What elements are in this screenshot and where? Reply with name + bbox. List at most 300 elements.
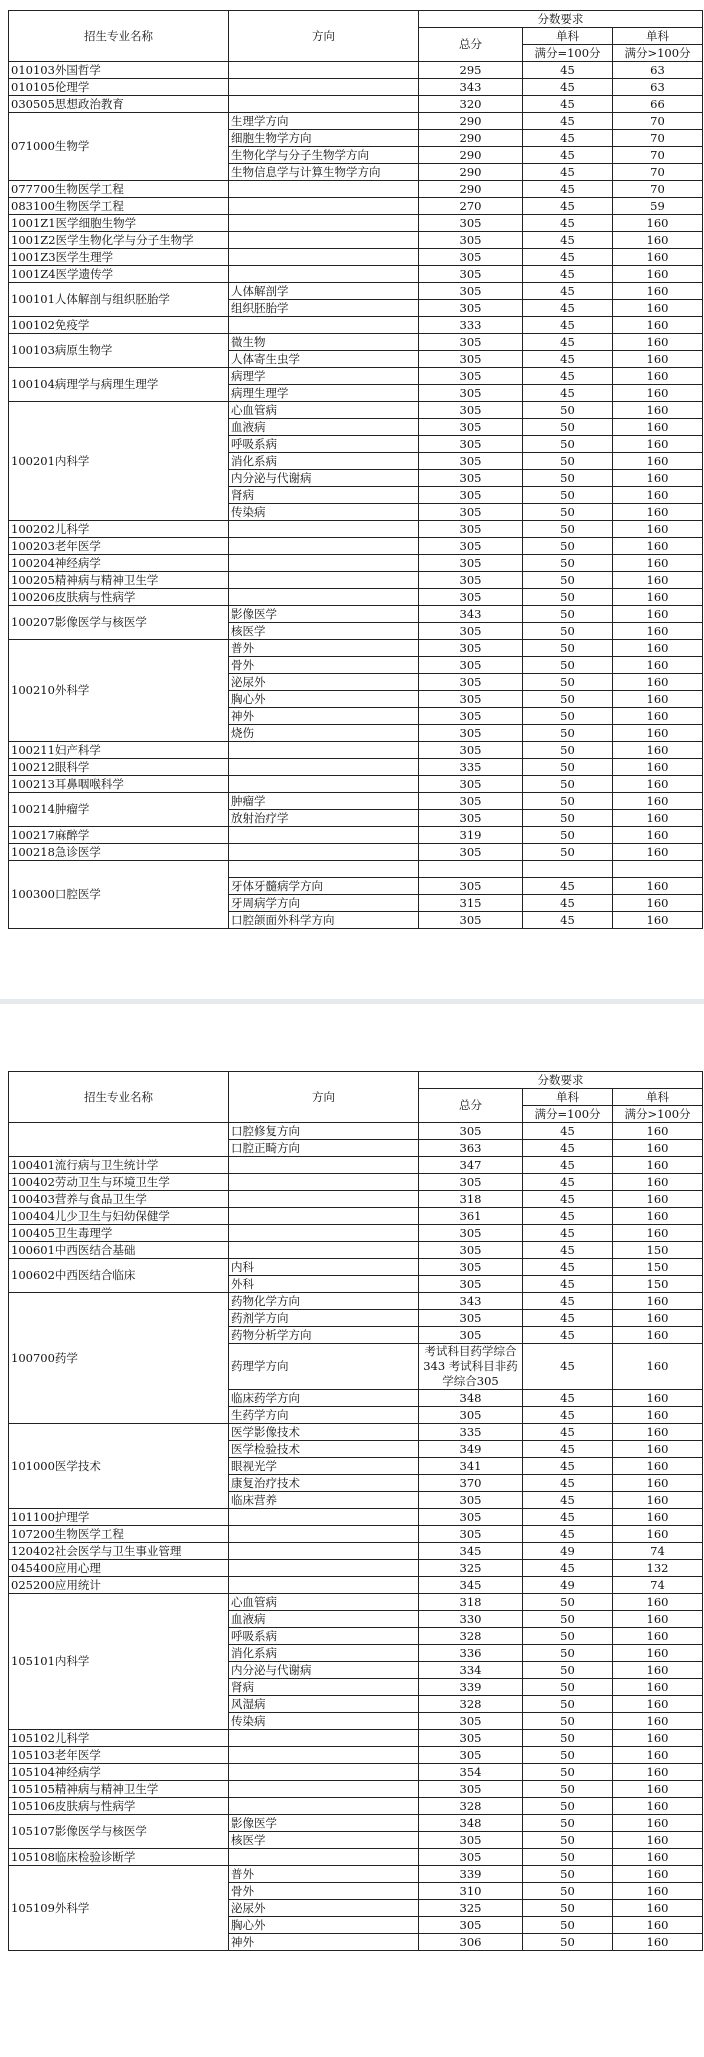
single-over100-cell: 160 [613,1934,703,1951]
major-cell: 120402社会医学与卫生事业管理 [9,1543,229,1560]
direction-cell: 呼吸系病 [229,436,419,453]
direction-cell [229,215,419,232]
total-score-cell: 339 [419,1679,523,1696]
direction-cell: 药剂学方向 [229,1310,419,1327]
major-cell: 100211妇产科学 [9,742,229,759]
single-100-cell: 50 [523,793,613,810]
direction-cell: 风湿病 [229,1696,419,1713]
major-cell: 100103病原生物学 [9,334,229,368]
direction-cell: 牙体牙髓病学方向 [229,878,419,895]
direction-cell [229,232,419,249]
major-cell: 100405卫生毒理学 [9,1225,229,1242]
direction-cell [229,1798,419,1815]
single-100-cell: 50 [523,657,613,674]
single-100-cell: 45 [523,1225,613,1242]
table-row [9,249,703,266]
direction-cell: 泌尿外 [229,674,419,691]
single-100-cell: 45 [523,1242,613,1259]
direction-cell: 外科 [229,1276,419,1293]
single-over100-cell: 160 [613,1327,703,1344]
major-cell: 100206皮肤病与性病学 [9,589,229,606]
single-100-cell: 45 [523,1458,613,1475]
major-cell: 105109外科学 [9,1866,229,1951]
direction-cell [229,1174,419,1191]
single-100-cell: 50 [523,1628,613,1645]
table-row [9,402,703,419]
direction-cell: 影像医学 [229,606,419,623]
page-separator [0,999,704,1004]
single-100-cell: 50 [523,844,613,861]
major-cell: 010103外国哲学 [9,62,229,79]
table-row [9,861,703,878]
single-over100-cell: 160 [613,1344,703,1390]
direction-cell: 人体解剖学 [229,283,419,300]
major-cell: 077700生物医学工程 [9,181,229,198]
direction-cell [229,521,419,538]
total-score-cell: 305 [419,640,523,657]
total-score-cell: 305 [419,657,523,674]
table-row [9,79,703,96]
header-single: 单科 [613,28,703,45]
single-100-cell: 50 [523,1900,613,1917]
major-cell: 010105伦理学 [9,79,229,96]
header-full-over-100: 满分>100分 [613,45,703,62]
direction-cell [229,759,419,776]
single-over100-cell: 160 [613,1900,703,1917]
single-100-cell: 50 [523,1934,613,1951]
total-score-cell: 305 [419,725,523,742]
single-100-cell: 45 [523,1157,613,1174]
single-over100-cell: 160 [613,759,703,776]
direction-cell: 传染病 [229,1713,419,1730]
single-over100-cell: 160 [613,1191,703,1208]
total-score-cell: 343 [419,606,523,623]
direction-cell [229,1526,419,1543]
single-100-cell: 50 [523,453,613,470]
direction-cell: 口腔修复方向 [229,1123,419,1140]
major-cell: 100403营养与食品卫生学 [9,1191,229,1208]
total-score-cell: 347 [419,1157,523,1174]
direction-cell: 普外 [229,640,419,657]
table-row [9,283,703,300]
total-score-cell: 305 [419,844,523,861]
score-table-1 [8,10,703,929]
single-100-cell: 45 [523,181,613,198]
direction-cell: 普外 [229,1866,419,1883]
single-over100-cell: 160 [613,1883,703,1900]
direction-cell: 核医学 [229,623,419,640]
direction-cell: 牙周病学方向 [229,895,419,912]
total-score-cell: 305 [419,1713,523,1730]
major-cell: 100700药学 [9,1293,229,1424]
table-row [9,1242,703,1259]
single-100-cell: 45 [523,1191,613,1208]
total-score-cell: 305 [419,419,523,436]
total-score-cell: 341 [419,1458,523,1475]
total-score-cell: 290 [419,130,523,147]
direction-cell [229,1747,419,1764]
total-score-cell: 305 [419,1174,523,1191]
direction-cell: 康复治疗技术 [229,1475,419,1492]
single-over100-cell: 160 [613,878,703,895]
direction-cell [229,742,419,759]
single-100-cell: 50 [523,742,613,759]
major-cell: 101100护理学 [9,1509,229,1526]
single-over100-cell: 160 [613,249,703,266]
single-100-cell: 50 [523,1747,613,1764]
single-over100-cell: 160 [613,1866,703,1883]
total-score-cell: 305 [419,436,523,453]
total-score-cell: 325 [419,1900,523,1917]
table-row [9,232,703,249]
table-row [9,62,703,79]
single-100-cell: 50 [523,555,613,572]
single-over100-cell: 160 [613,708,703,725]
single-over100-cell: 160 [613,1310,703,1327]
direction-cell: 血液病 [229,1611,419,1628]
single-over100-cell: 160 [613,742,703,759]
direction-cell: 肿瘤学 [229,793,419,810]
major-cell: 100204神经病学 [9,555,229,572]
major-cell: 100104病理学与病理生理学 [9,368,229,402]
direction-cell: 消化系病 [229,453,419,470]
table-row [9,640,703,657]
direction-cell: 生理学方向 [229,113,419,130]
single-100-cell: 50 [523,1781,613,1798]
single-100-cell: 50 [523,725,613,742]
single-over100-cell: 160 [613,1208,703,1225]
total-score-cell: 370 [419,1475,523,1492]
single-over100-cell: 160 [613,453,703,470]
single-over100-cell: 160 [613,1526,703,1543]
total-score-cell: 305 [419,368,523,385]
direction-cell: 传染病 [229,504,419,521]
header-full-100: 满分=100分 [523,45,613,62]
single-over100-cell: 160 [613,1492,703,1509]
single-over100-cell: 160 [613,1390,703,1407]
direction-cell: 神外 [229,708,419,725]
header-major: 招生专业名称 [9,1072,229,1123]
major-cell: 100402劳动卫生与环境卫生学 [9,1174,229,1191]
direction-cell [229,198,419,215]
single-100-cell: 49 [523,1577,613,1594]
single-over100-cell: 160 [613,1458,703,1475]
total-score-cell: 325 [419,1560,523,1577]
single-over100-cell: 63 [613,79,703,96]
single-100-cell: 50 [523,1594,613,1611]
header-direction: 方向 [229,1072,419,1123]
single-over100-cell: 160 [613,1645,703,1662]
single-over100-cell: 160 [613,385,703,402]
header-direction: 方向 [229,11,419,62]
single-100-cell: 50 [523,606,613,623]
table-row [9,1543,703,1560]
header-single: 单科 [523,1089,613,1106]
total-score-cell: 305 [419,470,523,487]
total-score-cell: 290 [419,147,523,164]
table-row [9,334,703,351]
total-score-cell: 305 [419,793,523,810]
single-over100-cell: 160 [613,606,703,623]
direction-cell [229,1577,419,1594]
total-score-cell: 305 [419,1917,523,1934]
single-over100-cell: 160 [613,1696,703,1713]
single-over100-cell: 160 [613,1123,703,1140]
major-cell: 105104神经病学 [9,1764,229,1781]
single-over100-cell: 160 [613,1174,703,1191]
single-over100-cell: 70 [613,130,703,147]
direction-cell [229,861,419,878]
major-cell: 100101人体解剖与组织胚胎学 [9,283,229,317]
table-row [9,181,703,198]
single-100-cell: 45 [523,130,613,147]
total-score-cell: 305 [419,912,523,929]
single-100-cell: 45 [523,232,613,249]
total-score-cell: 305 [419,1310,523,1327]
single-over100-cell: 160 [613,912,703,929]
single-over100-cell: 66 [613,96,703,113]
single-100-cell: 50 [523,1645,613,1662]
single-100-cell: 50 [523,1832,613,1849]
direction-cell: 口腔颌面外科学方向 [229,912,419,929]
major-cell: 105103老年医学 [9,1747,229,1764]
total-score-cell: 305 [419,572,523,589]
total-score-cell: 343 [419,1293,523,1310]
major-cell [9,1123,229,1157]
direction-cell [229,572,419,589]
direction-cell: 内科 [229,1259,419,1276]
total-score-cell: 363 [419,1140,523,1157]
single-over100-cell: 70 [613,164,703,181]
direction-cell [229,266,419,283]
single-100-cell: 50 [523,776,613,793]
total-score-cell: 305 [419,810,523,827]
major-cell: 105101内科学 [9,1594,229,1730]
direction-cell: 消化系病 [229,1645,419,1662]
major-cell: 101000医学技术 [9,1424,229,1509]
total-score-cell: 348 [419,1815,523,1832]
single-over100-cell: 160 [613,674,703,691]
single-over100-cell: 160 [613,1509,703,1526]
single-over100-cell: 150 [613,1276,703,1293]
total-score-cell: 295 [419,62,523,79]
table-row [9,1225,703,1242]
major-cell: 107200生物医学工程 [9,1526,229,1543]
single-over100-cell: 160 [613,640,703,657]
single-over100-cell: 160 [613,793,703,810]
direction-cell: 核医学 [229,1832,419,1849]
single-over100-cell: 160 [613,1475,703,1492]
header-full-over-100: 满分>100分 [613,1106,703,1123]
table-row [9,368,703,385]
total-score-cell: 305 [419,266,523,283]
total-score-cell: 305 [419,1730,523,1747]
major-cell: 100217麻醉学 [9,827,229,844]
total-score-cell: 270 [419,198,523,215]
major-cell: 100210外科学 [9,640,229,742]
total-score-cell: 328 [419,1798,523,1815]
major-cell: 105106皮肤病与性病学 [9,1798,229,1815]
single-100-cell: 50 [523,470,613,487]
major-cell: 100401流行病与卫生统计学 [9,1157,229,1174]
direction-cell [229,844,419,861]
major-cell: 100218急诊医学 [9,844,229,861]
single-over100-cell: 160 [613,1679,703,1696]
direction-cell [229,1191,419,1208]
single-over100-cell: 160 [613,691,703,708]
single-100-cell: 45 [523,249,613,266]
single-100-cell: 45 [523,1526,613,1543]
total-score-cell: 345 [419,1577,523,1594]
single-over100-cell: 160 [613,1832,703,1849]
single-over100-cell: 160 [613,1611,703,1628]
single-over100-cell: 160 [613,419,703,436]
major-cell: 030505思想政治教育 [9,96,229,113]
single-100-cell: 45 [523,1390,613,1407]
single-over100-cell: 160 [613,1594,703,1611]
single-100-cell: 50 [523,623,613,640]
total-score-cell: 305 [419,1747,523,1764]
single-100-cell: 50 [523,538,613,555]
single-100-cell: 45 [523,198,613,215]
direction-cell [229,538,419,555]
total-score-cell: 335 [419,759,523,776]
single-100-cell: 45 [523,215,613,232]
direction-cell [229,79,419,96]
major-cell: 100212眼科学 [9,759,229,776]
total-score-cell: 305 [419,504,523,521]
single-over100-cell: 160 [613,1225,703,1242]
single-100-cell: 50 [523,436,613,453]
total-score-cell: 343 [419,79,523,96]
table-row [9,589,703,606]
total-score-cell: 305 [419,1832,523,1849]
total-score-cell: 348 [419,1390,523,1407]
single-over100-cell: 160 [613,283,703,300]
single-100-cell: 50 [523,1611,613,1628]
total-score-cell: 290 [419,113,523,130]
direction-cell: 生药学方向 [229,1407,419,1424]
single-100-cell: 50 [523,1696,613,1713]
single-over100-cell: 74 [613,1577,703,1594]
table-row [9,96,703,113]
total-score-cell: 305 [419,878,523,895]
total-score-cell: 305 [419,1123,523,1140]
total-score-cell: 305 [419,283,523,300]
table-row [9,555,703,572]
header-single: 单科 [523,28,613,45]
major-cell: 083100生物医学工程 [9,198,229,215]
total-score-cell: 305 [419,1492,523,1509]
table-row [9,538,703,555]
direction-cell: 临床药学方向 [229,1390,419,1407]
total-score-cell: 305 [419,249,523,266]
single-over100-cell: 160 [613,487,703,504]
major-cell: 045400应用心理 [9,1560,229,1577]
table-row [9,742,703,759]
table-page-1 [8,10,702,929]
single-over100-cell: 132 [613,1560,703,1577]
single-over100-cell: 70 [613,113,703,130]
single-over100-cell: 160 [613,1713,703,1730]
direction-cell: 呼吸系病 [229,1628,419,1645]
direction-cell: 骨外 [229,1883,419,1900]
single-100-cell: 50 [523,504,613,521]
single-over100-cell: 160 [613,266,703,283]
single-100-cell: 50 [523,810,613,827]
major-cell: 105107影像医学与核医学 [9,1815,229,1849]
single-over100-cell: 160 [613,436,703,453]
direction-cell: 病理学 [229,368,419,385]
total-score-cell: 318 [419,1594,523,1611]
single-100-cell: 50 [523,1730,613,1747]
total-score-cell: 328 [419,1696,523,1713]
table-row [9,1191,703,1208]
score-table-2 [8,1071,703,1951]
table-row [9,317,703,334]
single-100-cell: 45 [523,317,613,334]
direction-cell [229,1560,419,1577]
direction-cell [229,249,419,266]
single-100-cell: 50 [523,419,613,436]
single-100-cell: 50 [523,521,613,538]
single-over100-cell: 160 [613,895,703,912]
single-100-cell: 50 [523,674,613,691]
total-score-cell: 305 [419,742,523,759]
total-score-cell: 305 [419,1242,523,1259]
table-body-1 [9,62,703,929]
direction-cell: 组织胚胎学 [229,300,419,317]
single-over100-cell: 160 [613,1407,703,1424]
table-row [9,844,703,861]
single-100-cell: 45 [523,1123,613,1140]
single-over100-cell: 160 [613,657,703,674]
total-score-cell: 305 [419,215,523,232]
table-row [9,1594,703,1611]
direction-cell [229,1225,419,1242]
single-over100-cell: 70 [613,147,703,164]
single-over100-cell: 160 [613,844,703,861]
total-score-cell: 305 [419,1276,523,1293]
single-over100-cell: 150 [613,1259,703,1276]
total-score-cell: 315 [419,895,523,912]
total-score-cell: 305 [419,232,523,249]
table-row [9,1577,703,1594]
total-score-cell: 305 [419,1526,523,1543]
total-score-cell: 328 [419,1628,523,1645]
total-score-cell: 305 [419,538,523,555]
direction-cell [229,1764,419,1781]
direction-cell: 血液病 [229,419,419,436]
major-cell: 1001Z2医学生物化学与分子生物学 [9,232,229,249]
single-over100-cell: 160 [613,776,703,793]
single-over100-cell: 160 [613,1662,703,1679]
single-over100-cell: 160 [613,300,703,317]
single-100-cell: 45 [523,368,613,385]
single-100-cell: 45 [523,113,613,130]
direction-cell: 药理学方向 [229,1344,419,1390]
direction-cell [229,827,419,844]
table-row [9,1526,703,1543]
single-100-cell: 45 [523,1208,613,1225]
single-100-cell: 45 [523,1424,613,1441]
total-score-cell: 333 [419,317,523,334]
total-score-cell: 305 [419,623,523,640]
table-row [9,1259,703,1276]
direction-cell: 药物化学方向 [229,1293,419,1310]
single-over100-cell: 160 [613,402,703,419]
single-over100-cell: 160 [613,589,703,606]
